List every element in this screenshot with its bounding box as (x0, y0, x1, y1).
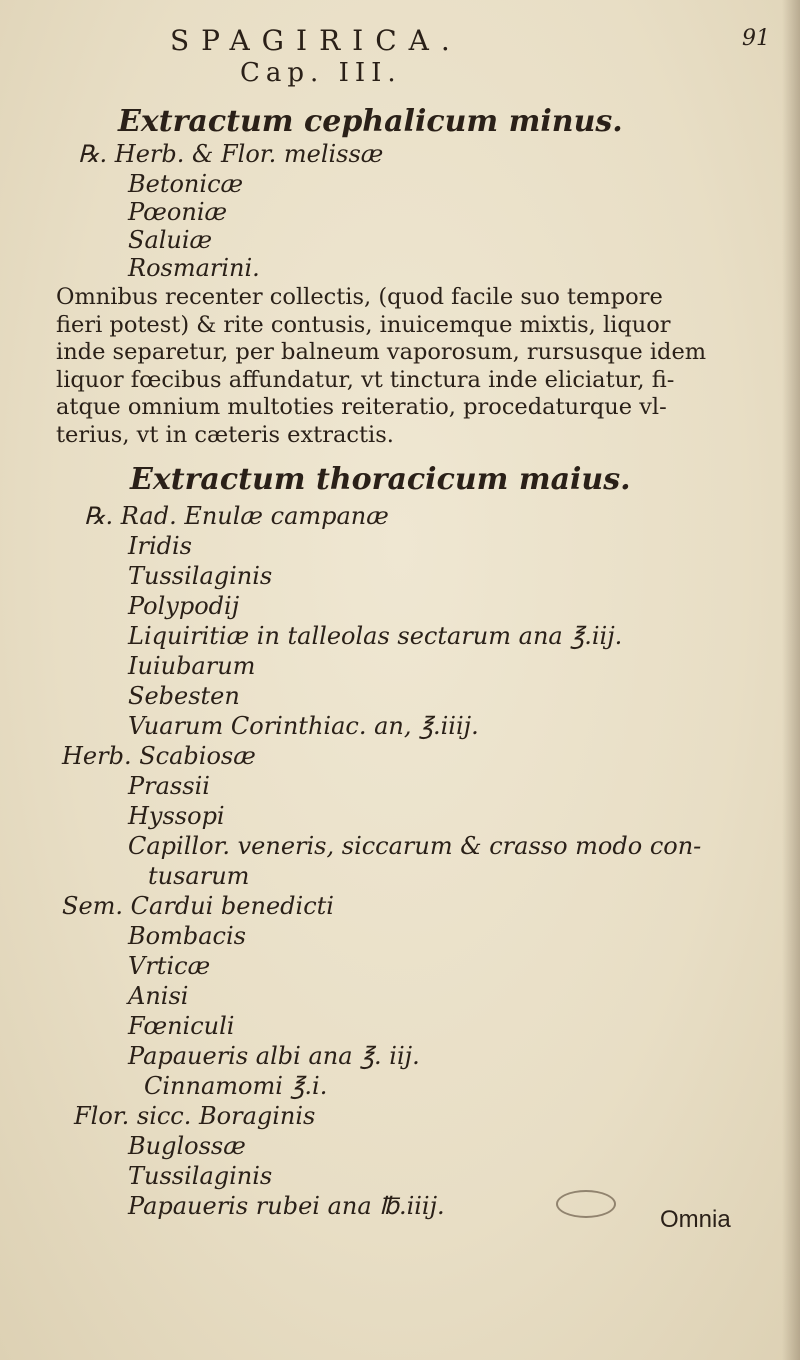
chapter-heading: Cap. III. (240, 58, 402, 88)
ingredient-line: Vuarum Corinthiac. an, ℥.iiij. (128, 712, 479, 740)
ingredient-line: ℞. Rad. Enulæ campanæ (84, 502, 389, 530)
ingredient-line: Saluiæ (128, 226, 213, 254)
ingredient-line: Polypodij (128, 592, 240, 620)
ingredient-line: Sebesten (128, 682, 240, 710)
paragraph-line: Omnibus recenter collectis, (quod facile suo tempore (56, 284, 663, 310)
ink-stamp-mark (556, 1190, 616, 1218)
ingredient-line: Tussilaginis (128, 562, 273, 590)
ingredient-line: Buglossæ (128, 1132, 246, 1160)
paragraph-line: fieri potest) & rite contusis, inuicemque mixtis, liquor (56, 311, 671, 338)
paragraph-line: liquor fœcibus affundatur, vt tinctura inde eliciatur, fi- (56, 366, 675, 393)
ingredient-line: Iuiubarum (128, 652, 256, 680)
ingredient-line: Iridis (128, 532, 192, 560)
paragraph-line: inde separetur, per balneum vaporosum, rursusque idem (56, 339, 707, 365)
ingredient-line: Capillor. veneris, siccarum & crasso modo con- (128, 832, 702, 860)
ingredient-line: Papaueris albi ana ℥. iij. (128, 1042, 420, 1070)
page-edge-shadow (782, 0, 800, 1360)
ingredient-line: Cinnamomi ℥.i. (144, 1072, 328, 1100)
ingredient-line: Anisi (128, 982, 189, 1010)
ingredient-line: Pœoniæ (128, 198, 228, 226)
ingredient-line: Betonicæ (128, 170, 244, 198)
ingredient-line: Hyssopi (128, 802, 225, 830)
ingredient-line: Tussilaginis (128, 1162, 273, 1190)
ingredient-line: Fœniculi (128, 1012, 235, 1040)
ingredient-line: Rosmarini. (128, 254, 260, 282)
ingredient-line: Vrticæ (128, 952, 211, 980)
preparation-paragraph (56, 284, 786, 449)
ingredient-line: Flor. sicc. Boraginis (74, 1102, 316, 1130)
paragraph-line: atque omnium multoties reiteratio, procedaturque vl- (56, 394, 667, 420)
ingredient-line: Prassii (128, 772, 210, 800)
ingredient-line: ℞. Herb. & Flor. melissæ (78, 140, 384, 168)
ingredient-line: Herb. Scabiosæ (62, 742, 256, 770)
section-title-cephalicum: Extractum cephalicum minus. (118, 104, 623, 139)
running-head: SPAGIRICA. (170, 24, 462, 57)
ingredient-line: Liquiritiæ in talleolas sectarum ana ℥.iij. (128, 622, 623, 650)
page-number: 91 (742, 26, 770, 51)
catchword: Omnia (660, 1206, 731, 1233)
section-title-thoracicum: Extractum thoracicum maius. (130, 462, 631, 497)
ingredient-line: tusarum (148, 862, 250, 890)
ingredient-line: Bombacis (128, 922, 246, 950)
ingredient-line: Papaueris rubei ana ℔.iiij. (128, 1192, 445, 1220)
paragraph-line: terius, vt in cæteris extractis. (56, 421, 394, 448)
ingredient-line: Sem. Cardui benedicti (62, 892, 334, 920)
